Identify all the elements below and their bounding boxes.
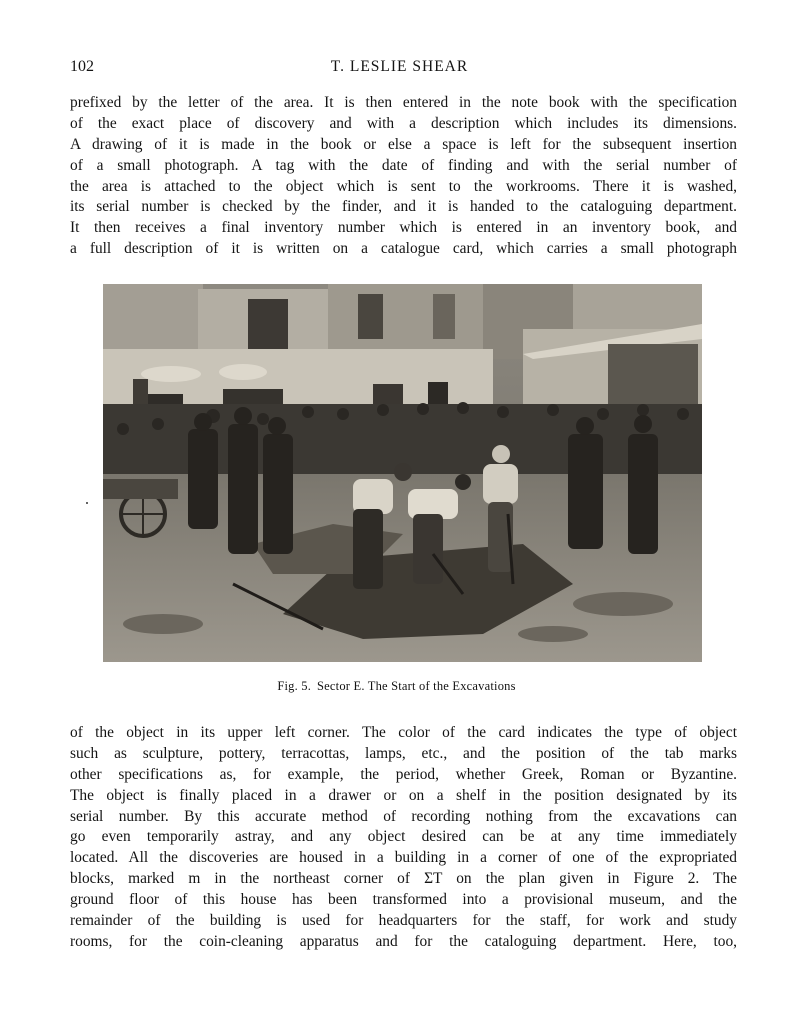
text-line: prefixed by the letter of the area. It is then entered in the note book with the specification bbox=[70, 94, 737, 111]
figure-label: Fig. 5. bbox=[277, 679, 312, 693]
text-line: a full description of it is written on a catalogue card, which carries a small photograph bbox=[70, 240, 737, 258]
text-line: It then receives a final inventory number which is entered in an inventory book, and bbox=[70, 219, 737, 237]
text-line: blocks, marked m in the northeast corner of ΣT on the plan given in Figure 2. The bbox=[70, 870, 737, 888]
text-line: of a small photograph. A tag with the date of finding and with the serial number of bbox=[70, 156, 737, 174]
text-line: rooms, for the coin-cleaning apparatus and for the cataloguing department. Here, too, bbox=[70, 932, 737, 950]
text-line: its serial number is checked by the finder, and it is handed to the cataloguing department. bbox=[70, 198, 737, 216]
text-line: other specifications as, for example, the period, whether Greek, Roman or Byzantine. bbox=[70, 765, 737, 783]
text-line: The object is finally placed in a drawer or on a shelf in the position designated by its bbox=[70, 786, 737, 804]
text-line: A drawing of it is made in the book or else a space is left for the subsequent insertion bbox=[70, 135, 737, 153]
text-line: go even temporarily astray, and any object desired can be at any time immediately bbox=[70, 828, 737, 846]
figure-caption-text: Sector E. The Start of the Excavations bbox=[317, 679, 516, 693]
running-head: T. LESLIE SHEAR bbox=[330, 58, 469, 75]
page-number: 102 bbox=[70, 58, 94, 75]
text-line: located. All the discoveries are housed in a building in a corner of one of the expropriated bbox=[70, 849, 737, 867]
text-line: serial number. By this accurate method of recording nothing from the excavations can bbox=[70, 807, 737, 825]
text-line: such as sculpture, pottery, terracottas, lamps, etc., and the position of the tab marks bbox=[70, 744, 737, 762]
text-line: remainder of the building is used for headquarters for the staff, for work and study bbox=[70, 912, 737, 930]
text-line: ground floor of this house has been transformed into a provisional museum, and the bbox=[70, 891, 737, 909]
photograph-illustration bbox=[103, 284, 702, 662]
excavation-photograph bbox=[103, 284, 702, 662]
text-line: the area is attached to the object which is sent to the workrooms. There it is washed, bbox=[70, 177, 737, 195]
text-line: of the exact place of discovery and with a description which includes its dimensions. bbox=[70, 114, 737, 132]
paragraph-bottom bbox=[70, 723, 737, 953]
paper-speck bbox=[86, 502, 88, 504]
text-line: of the object in its upper left corner. The color of the card indicates the type of object bbox=[70, 724, 737, 741]
paragraph-top bbox=[70, 93, 737, 260]
figure-caption bbox=[0, 679, 799, 694]
